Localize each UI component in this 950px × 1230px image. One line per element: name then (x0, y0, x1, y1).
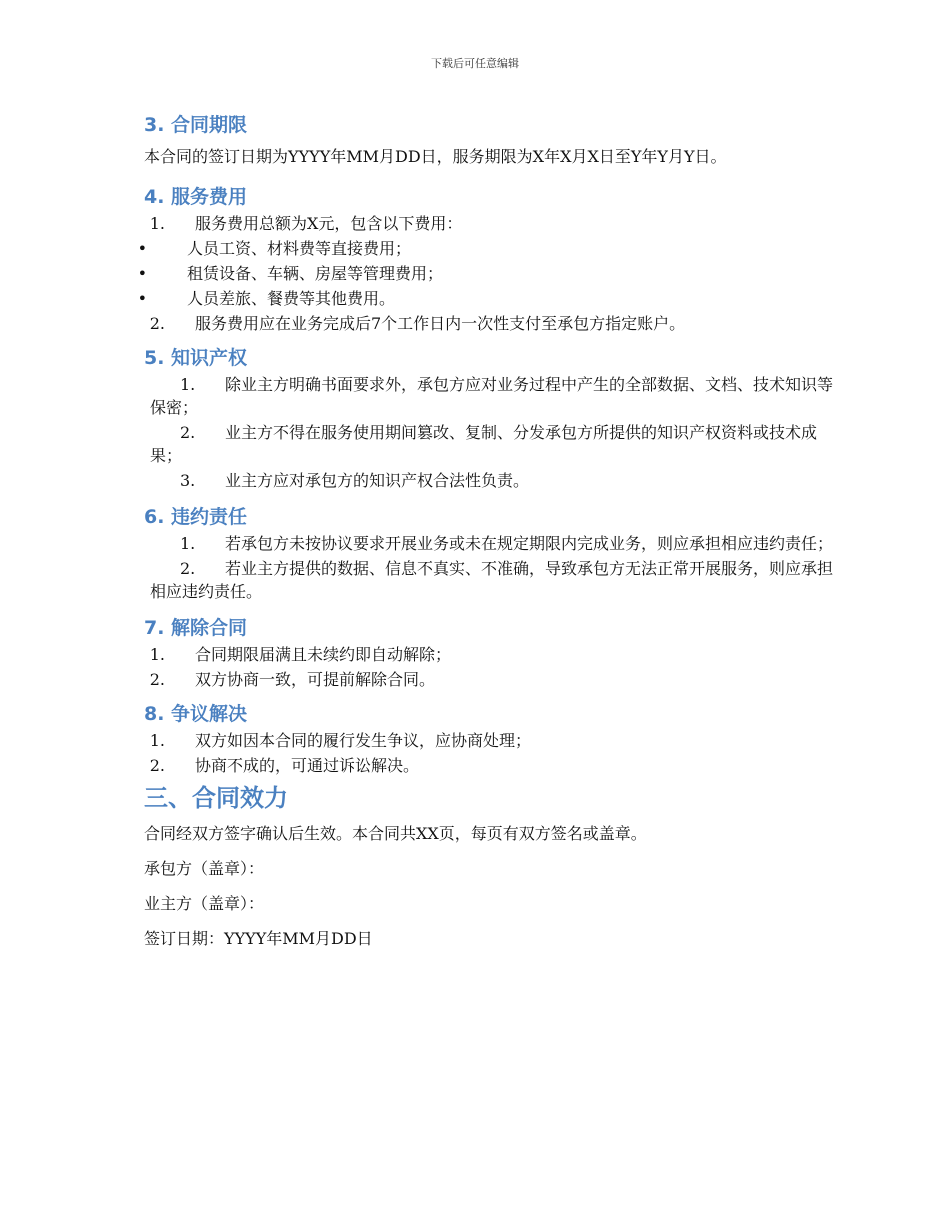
list-number: 1. (149, 214, 165, 233)
section-heading-liability: 6. 违约责任 (144, 506, 248, 528)
list-item (115, 668, 845, 691)
list-number: 1. (149, 731, 165, 750)
list-item (150, 557, 845, 603)
list-item (115, 212, 845, 235)
list-item (115, 643, 845, 666)
list-item-text: 双方协商一致，可提前解除合同。 (195, 670, 436, 689)
section-heading-dispute: 8. 争议解决 (144, 703, 248, 725)
bullet-item (115, 262, 845, 285)
list-item-text: 业主方应对承包方的知识产权合法性负责。 (225, 471, 530, 490)
list-item-text: 双方如因本合同的履行发生争议，应协商处理； (195, 731, 532, 750)
list-item-text: 业主方不得在服务使用期间篡改、复制、分发承包方所提供的知识产权资料或技术成果； (150, 423, 818, 465)
list-number: 2. (180, 559, 196, 578)
section-heading-fees: 4. 服务费用 (144, 186, 248, 208)
list-item-text: 协商不成的，可通过诉讼解决。 (195, 756, 420, 775)
part-heading-validity: 三、合同效力 (144, 784, 288, 812)
list-number: 1. (149, 645, 165, 664)
list-item-text: 服务费用应在业务完成后7个工作日内一次性支付至承包方指定账户。 (195, 314, 686, 333)
termination-list (115, 643, 845, 691)
list-item (115, 754, 845, 777)
list-number: 2. (149, 314, 165, 333)
list-item (150, 532, 845, 555)
bullet-text: 人员工资、材料费等直接费用； (187, 239, 412, 258)
list-item-text: 合同期限届满且未续约即自动解除； (195, 645, 452, 664)
owner-seal-line: 业主方（盖章）： (144, 894, 265, 913)
list-item-text: 服务费用总额为X元，包含以下费用： (195, 214, 463, 233)
section-heading-term: 3. 合同期限 (144, 114, 248, 136)
list-number: 1. (180, 375, 196, 394)
term-paragraph: 本合同的签订日期为YYYY年MM月DD日，服务期限为X年X月X日至Y年Y月Y日。 (144, 147, 727, 166)
bullet-item (115, 237, 845, 260)
page-header: 下载后可任意编辑 (431, 57, 519, 70)
dispute-list (115, 729, 845, 777)
list-item-text: 若业主方提供的数据、信息不真实、不准确，导致承包方无法正常开展服务，则应承担相应违约责任。 (150, 559, 834, 601)
bullet-mark: • (137, 289, 147, 308)
list-item (150, 373, 845, 419)
list-number: 1. (180, 534, 196, 553)
section-heading-ip: 5. 知识产权 (144, 347, 248, 369)
list-item (115, 729, 845, 752)
validity-paragraph: 合同经双方签字确认后生效。本合同共XX页，每页有双方签名或盖章。 (144, 824, 647, 843)
document-body (115, 110, 845, 963)
ip-list (115, 373, 845, 492)
list-item-text: 若承包方未按协议要求开展业务或未在规定期限内完成业务，则应承担相应违约责任； (225, 534, 834, 553)
bullet-text: 租赁设备、车辆、房屋等管理费用； (187, 264, 444, 283)
list-number: 2. (180, 423, 196, 442)
bullet-mark: • (137, 264, 147, 283)
bullet-text: 人员差旅、餐费等其他费用。 (187, 289, 396, 308)
list-item (115, 312, 845, 335)
liability-list (115, 532, 845, 603)
fees-list (115, 212, 845, 335)
list-number: 3. (180, 471, 196, 490)
list-number: 2. (149, 670, 165, 689)
section-heading-termination: 7. 解除合同 (144, 617, 248, 639)
bullet-item (115, 287, 845, 310)
list-item (150, 421, 845, 467)
list-item (150, 469, 845, 492)
signing-date-line: 签订日期：YYYY年MM月DD日 (144, 929, 373, 948)
bullet-mark: • (137, 239, 147, 258)
list-item-text: 除业主方明确书面要求外，承包方应对业务过程中产生的全部数据、文档、技术知识等保密； (150, 375, 834, 417)
contractor-seal-line: 承包方（盖章）： (144, 859, 265, 878)
list-number: 2. (149, 756, 165, 775)
